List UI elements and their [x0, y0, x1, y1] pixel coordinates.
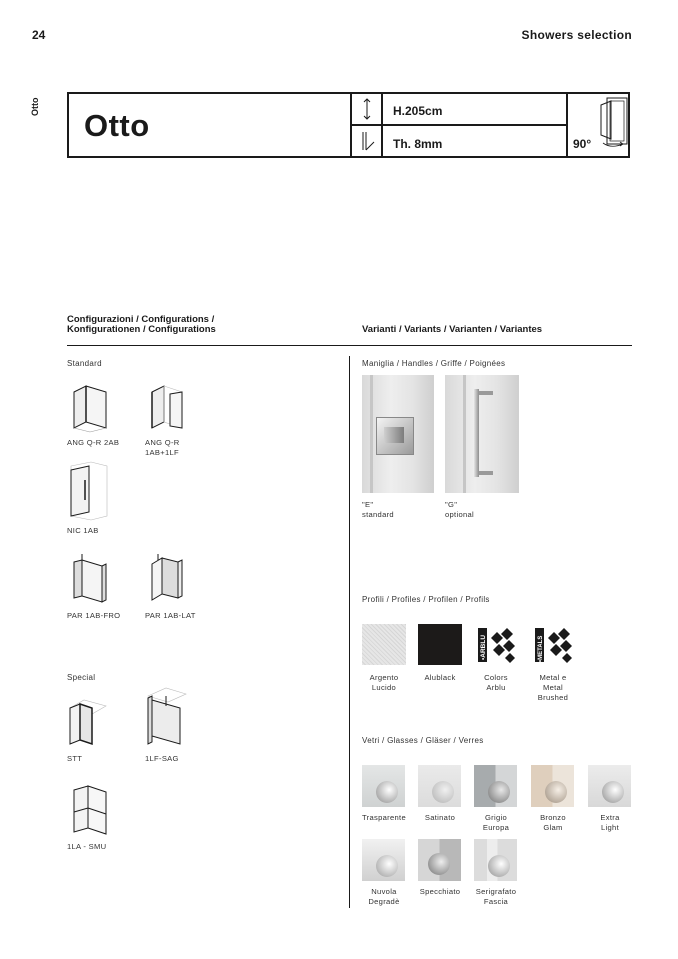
profile-label-argento-line2: Lucido [371, 683, 397, 692]
configurations-heading-line1: Configurazioni / Configurations / [67, 314, 215, 325]
config-diagram-par-1ab-lat [148, 552, 188, 606]
profile-swatch-alublack [418, 624, 462, 665]
config-label-1la-smu: 1LA - SMU [67, 842, 107, 851]
opening-angle: 90° [573, 137, 592, 151]
config-diagram-nic-1ab [67, 460, 111, 522]
profile-label-metal [523, 673, 583, 703]
glass-label-grigio-line2: Europa [482, 823, 510, 832]
glass-swatch-satinato [418, 765, 461, 807]
profile-label-metal-line2: Metal [542, 683, 564, 692]
handle-e-label-line2: standard [362, 510, 394, 519]
height-icon [357, 97, 377, 121]
glass-label-specchiato-line1: Specchiato [419, 887, 461, 896]
handle-g-label-line1: "G" [445, 500, 458, 509]
profile-label-colors-line1: Colors [484, 673, 508, 682]
standard-label: Standard [67, 359, 102, 368]
glass-label-grigio-line1: Grigio [484, 813, 508, 822]
glass-label-extra-light-line1: Extra [600, 813, 620, 822]
page-number: 24 [32, 28, 46, 42]
product-name: Otto [84, 108, 150, 143]
config-label-1lf-sag: 1LF-SAG [145, 754, 179, 763]
glass-label-extra-light [580, 813, 640, 833]
glass-label-bronzo [523, 813, 583, 833]
handle-g-label-line2: optional [445, 510, 475, 519]
config-label-par-1ab-lat: PAR 1AB-LAT [145, 611, 196, 620]
column-divider [349, 356, 350, 908]
config-diagram-ang-2ab [70, 382, 110, 434]
profile-swatch-argento [362, 624, 406, 665]
glass-label-trasparente-line1: Trasparente [362, 813, 406, 822]
profile-label-alublack-line1: Alublack [424, 673, 456, 682]
metals-badge-text: •METALS [538, 635, 544, 662]
profiles-title: Profili / Profiles / Profilen / Profils [362, 595, 490, 604]
config-diagram-stt [66, 694, 110, 748]
glass-label-trasparente [354, 813, 414, 823]
profile-label-colors [466, 673, 526, 693]
profile-label-metal-line1: Metal e [539, 673, 567, 682]
header-divider [350, 124, 568, 126]
glass-label-extra-light-line2: Light [601, 823, 619, 832]
handle-g-photo [445, 375, 519, 493]
profile-label-argento [354, 673, 414, 693]
thickness-spec: Th. 8mm [393, 137, 443, 151]
glass-label-serigrafato [466, 887, 526, 907]
glass-label-serigrafato-line1: Serigrafato [475, 887, 517, 896]
glass-label-satinato-line1: Satinato [424, 813, 456, 822]
glass-label-bronzo-line2: Glam [543, 823, 563, 832]
config-diagram-par-1ab-fro [70, 552, 110, 606]
profile-badge-arblu [474, 624, 520, 666]
config-diagram-1la-smu [70, 782, 110, 838]
glass-swatch-grigio [474, 765, 517, 807]
profile-badge-metals [531, 624, 577, 666]
height-spec: H.205cm [393, 104, 443, 118]
thickness-icon [357, 130, 377, 154]
glass-swatch-specchiato [418, 839, 461, 881]
glass-label-nuvola-line2: Degradè [368, 897, 400, 906]
glass-swatch-serigrafato [474, 839, 517, 881]
profile-label-alublack [410, 673, 470, 683]
config-label-ang-1ab-1lf-line1: ANG Q-R [145, 438, 180, 447]
config-label-par-1ab-fro: PAR 1AB-FRO [67, 611, 121, 620]
config-diagram-1lf-sag [144, 686, 190, 748]
config-diagram-ang-1ab-1lf [148, 382, 188, 434]
config-label-nic-1ab: NIC 1AB [67, 526, 99, 535]
handle-e-label-line1: "E" [362, 500, 374, 509]
glass-swatch-trasparente [362, 765, 405, 807]
glass-label-bronzo-line1: Bronzo [540, 813, 566, 822]
glass-label-specchiato [410, 887, 470, 897]
glasses-title: Vetri / Glasses / Gläser / Verres [362, 736, 484, 745]
profile-label-colors-line2: Arblu [486, 683, 506, 692]
handle-e-photo [362, 375, 434, 493]
handles-title: Maniglia / Handles / Griffe / Poignées [362, 359, 506, 368]
profile-label-metal-line3: Brushed [537, 693, 569, 702]
config-label-ang-2ab: ANG Q-R 2AB [67, 438, 120, 447]
glass-label-serigrafato-line2: Fascia [483, 897, 509, 906]
glass-label-nuvola [354, 887, 414, 907]
arblu-badge-text: •ARBLU [480, 634, 487, 660]
configurations-heading-line2: Konfigurationen / Configurations [67, 324, 216, 335]
config-label-stt: STT [67, 754, 83, 763]
glass-label-nuvola-line1: Nuvola [371, 887, 397, 896]
config-label-ang-1ab-1lf-line2: 1AB+1LF [145, 448, 179, 457]
variants-heading: Varianti / Variants / Varianten / Variantes [362, 324, 543, 335]
side-label: Otto [30, 97, 40, 116]
glass-swatch-nuvola [362, 839, 405, 881]
glass-label-satinato [410, 813, 470, 823]
profile-label-argento-line1: Argento [369, 673, 399, 682]
door-opening-icon [597, 95, 629, 151]
special-label: Special [67, 673, 96, 682]
glass-swatch-extra-light [588, 765, 631, 807]
glass-swatch-bronzo [531, 765, 574, 807]
heading-rule [67, 345, 632, 346]
glass-label-grigio [466, 813, 526, 833]
section-title: Showers selection [521, 28, 632, 42]
